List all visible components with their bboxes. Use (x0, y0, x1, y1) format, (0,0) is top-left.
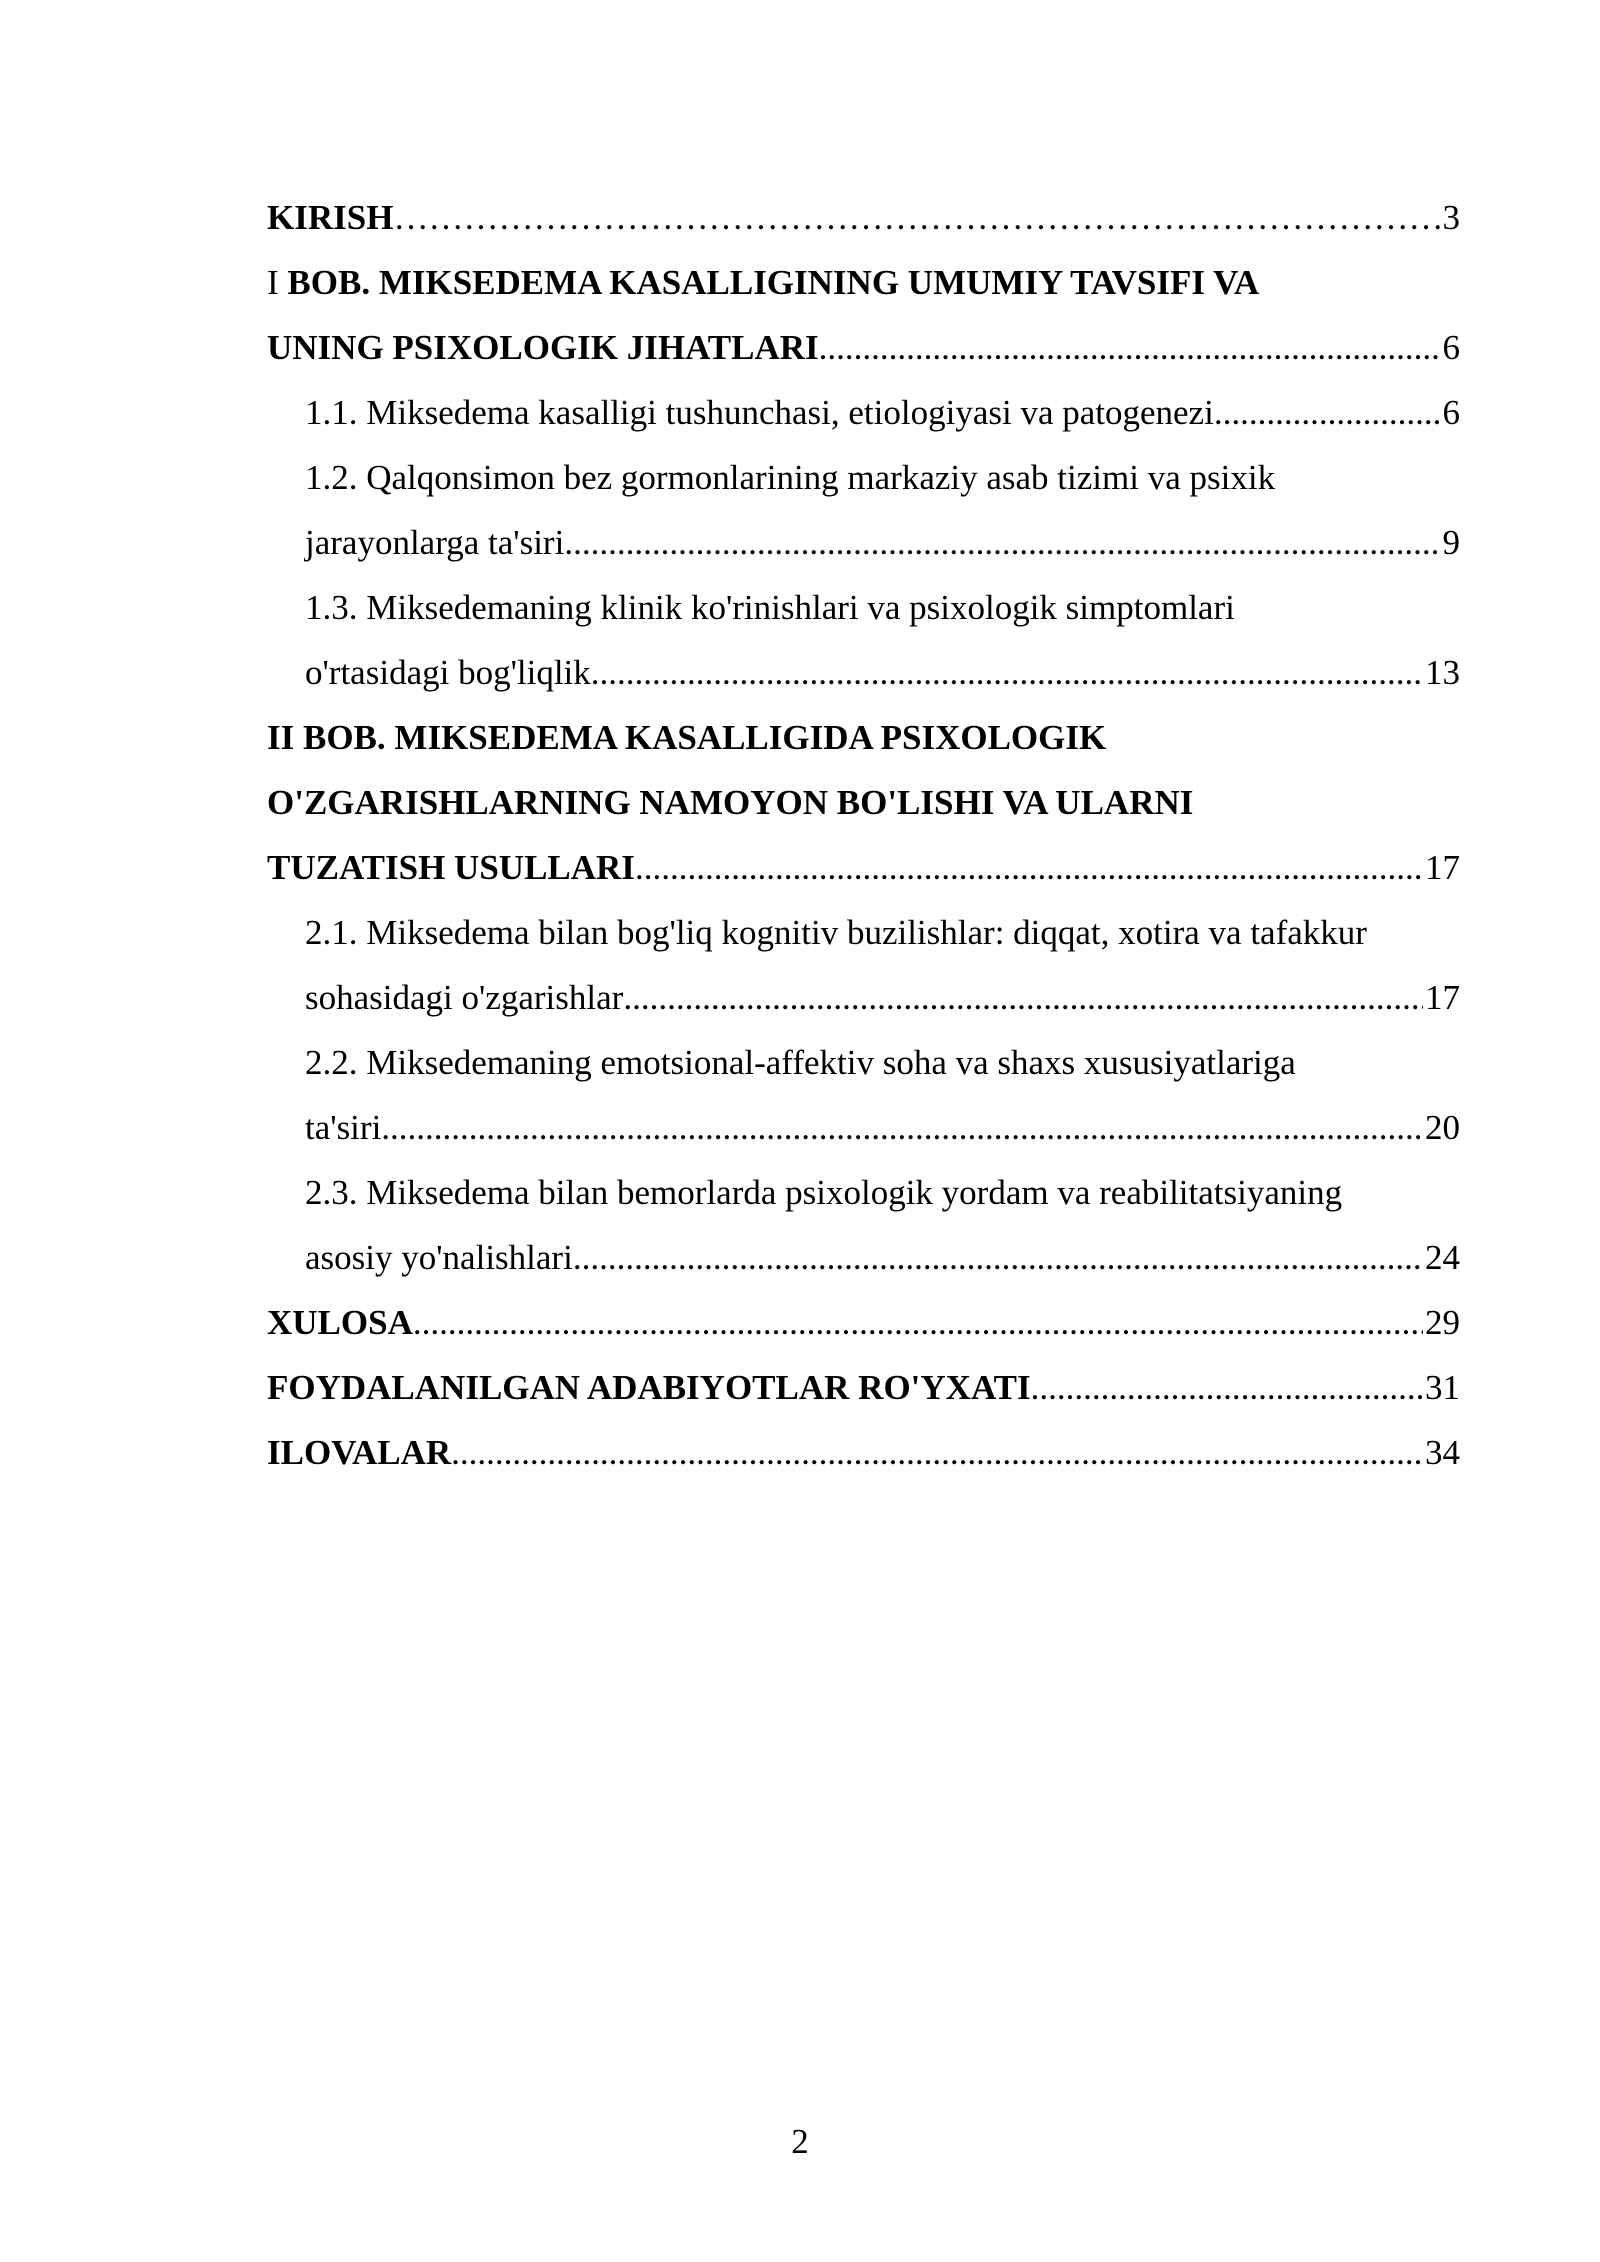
toc-page-number: 9 (1442, 523, 1460, 562)
toc-entry-adabiyotlar (267, 1355, 1460, 1420)
dot-leader (591, 640, 1423, 705)
dot-leader (413, 1290, 1423, 1355)
dot-leader (451, 1420, 1423, 1485)
toc-entry-title: 1.2. Qalqonsimon bez gormonlarining markaziy asab tizimi va psixik (305, 458, 1276, 497)
dot-leader (1031, 1355, 1423, 1420)
toc-entry-title: FOYDALANILGAN ADABIYOTLAR RO'YXATI (267, 1368, 1031, 1407)
table-of-contents (267, 185, 1460, 1485)
dot-leader (381, 1095, 1423, 1160)
toc-page-number: 29 (1425, 1303, 1460, 1342)
toc-entry-title: II BOB. MIKSEDEMA KASALLIGIDA PSIXOLOGIK (267, 718, 1107, 757)
dot-leader (393, 185, 1440, 250)
toc-entry-2-2-line1 (267, 1030, 1460, 1095)
toc-entry-bob1-line2 (267, 315, 1460, 380)
toc-entry-title: BOB. MIKSEDEMA KASALLIGINING UMUMIY TAVSIFI VA (287, 263, 1260, 302)
toc-entry-bob1-line1 (267, 250, 1460, 315)
dot-leader (819, 315, 1441, 380)
dot-leader (1214, 380, 1441, 445)
toc-entry-1-3-line1 (267, 575, 1460, 640)
dot-leader (564, 510, 1440, 575)
toc-entry-ilovalar (267, 1420, 1460, 1485)
dot-leader (635, 835, 1423, 900)
toc-entry-title: O'ZGARISHLARNING NAMOYON BO'LISHI VA ULARNI (267, 783, 1194, 822)
toc-page-number: 17 (1425, 848, 1460, 887)
toc-entry-bob2-line1 (267, 705, 1460, 770)
dot-leader (573, 1225, 1423, 1290)
toc-page-number: 20 (1425, 1108, 1460, 1147)
toc-entry-title: 2.2. Miksedemaning emotsional-affektiv soha va shaxs xususiyatlariga (305, 1043, 1296, 1082)
toc-entry-title: o'rtasidagi bog'liqlik (305, 653, 591, 692)
toc-entry-1-2-line1 (267, 445, 1460, 510)
toc-page-number: 6 (1442, 328, 1460, 367)
toc-entry-2-2-line2 (267, 1095, 1460, 1160)
toc-page-number: 24 (1425, 1238, 1460, 1277)
toc-entry-title: ILOVALAR (267, 1433, 452, 1472)
toc-page-number: 31 (1425, 1368, 1460, 1407)
toc-entry-title: ta'siri (305, 1108, 382, 1147)
toc-entry-title: UNING PSIXOLOGIK JIHATLARI (267, 328, 819, 367)
toc-page-number: 17 (1425, 978, 1460, 1017)
toc-entry-2-1-line2 (267, 965, 1460, 1030)
toc-entry-title: sohasidagi o'zgarishlar (305, 978, 624, 1017)
toc-entry-bob2-line2 (267, 770, 1460, 835)
toc-entry-bob2-line3 (267, 835, 1460, 900)
chapter-prefix: I (267, 263, 288, 302)
toc-entry-title: asosiy yo'nalishlari (305, 1238, 573, 1277)
toc-entry-title: jarayonlarga ta'siri (305, 523, 565, 562)
toc-entry-title: KIRISH (267, 198, 394, 237)
toc-entry-title: XULOSA (267, 1303, 413, 1342)
toc-entry-title: TUZATISH USULLARI (267, 848, 635, 887)
page-number: 2 (791, 2122, 809, 2161)
toc-entry-xulosa (267, 1290, 1460, 1355)
toc-entry-title: 2.1. Miksedema bilan bog'liq kognitiv buzilishlar: diqqat, xotira va tafakkur (305, 913, 1367, 952)
toc-page-number: 13 (1425, 653, 1460, 692)
toc-page-number: 34 (1425, 1433, 1460, 1472)
toc-entry-title: 2.3. Miksedema bilan bemorlarda psixologik yordam va reabilitatsiyaning (305, 1173, 1343, 1212)
toc-entry-2-3-line1 (267, 1160, 1460, 1225)
toc-page-number: 3 (1442, 198, 1460, 237)
toc-entry-1-1 (267, 380, 1460, 445)
toc-entry-kirish (267, 185, 1460, 250)
toc-entry-title: 1.3. Miksedemaning klinik ko'rinishlari va psixologik simptomlari (305, 588, 1235, 627)
toc-entry-1-3-line2 (267, 640, 1460, 705)
toc-page-number: 6 (1442, 393, 1460, 432)
toc-entry-2-1-line1 (267, 900, 1460, 965)
toc-entry-2-3-line2 (267, 1225, 1460, 1290)
toc-entry-1-2-line2 (267, 510, 1460, 575)
toc-entry-title: 1.1. Miksedema kasalligi tushunchasi, etiologiyasi va patogenezi (305, 393, 1214, 432)
dot-leader (623, 965, 1423, 1030)
